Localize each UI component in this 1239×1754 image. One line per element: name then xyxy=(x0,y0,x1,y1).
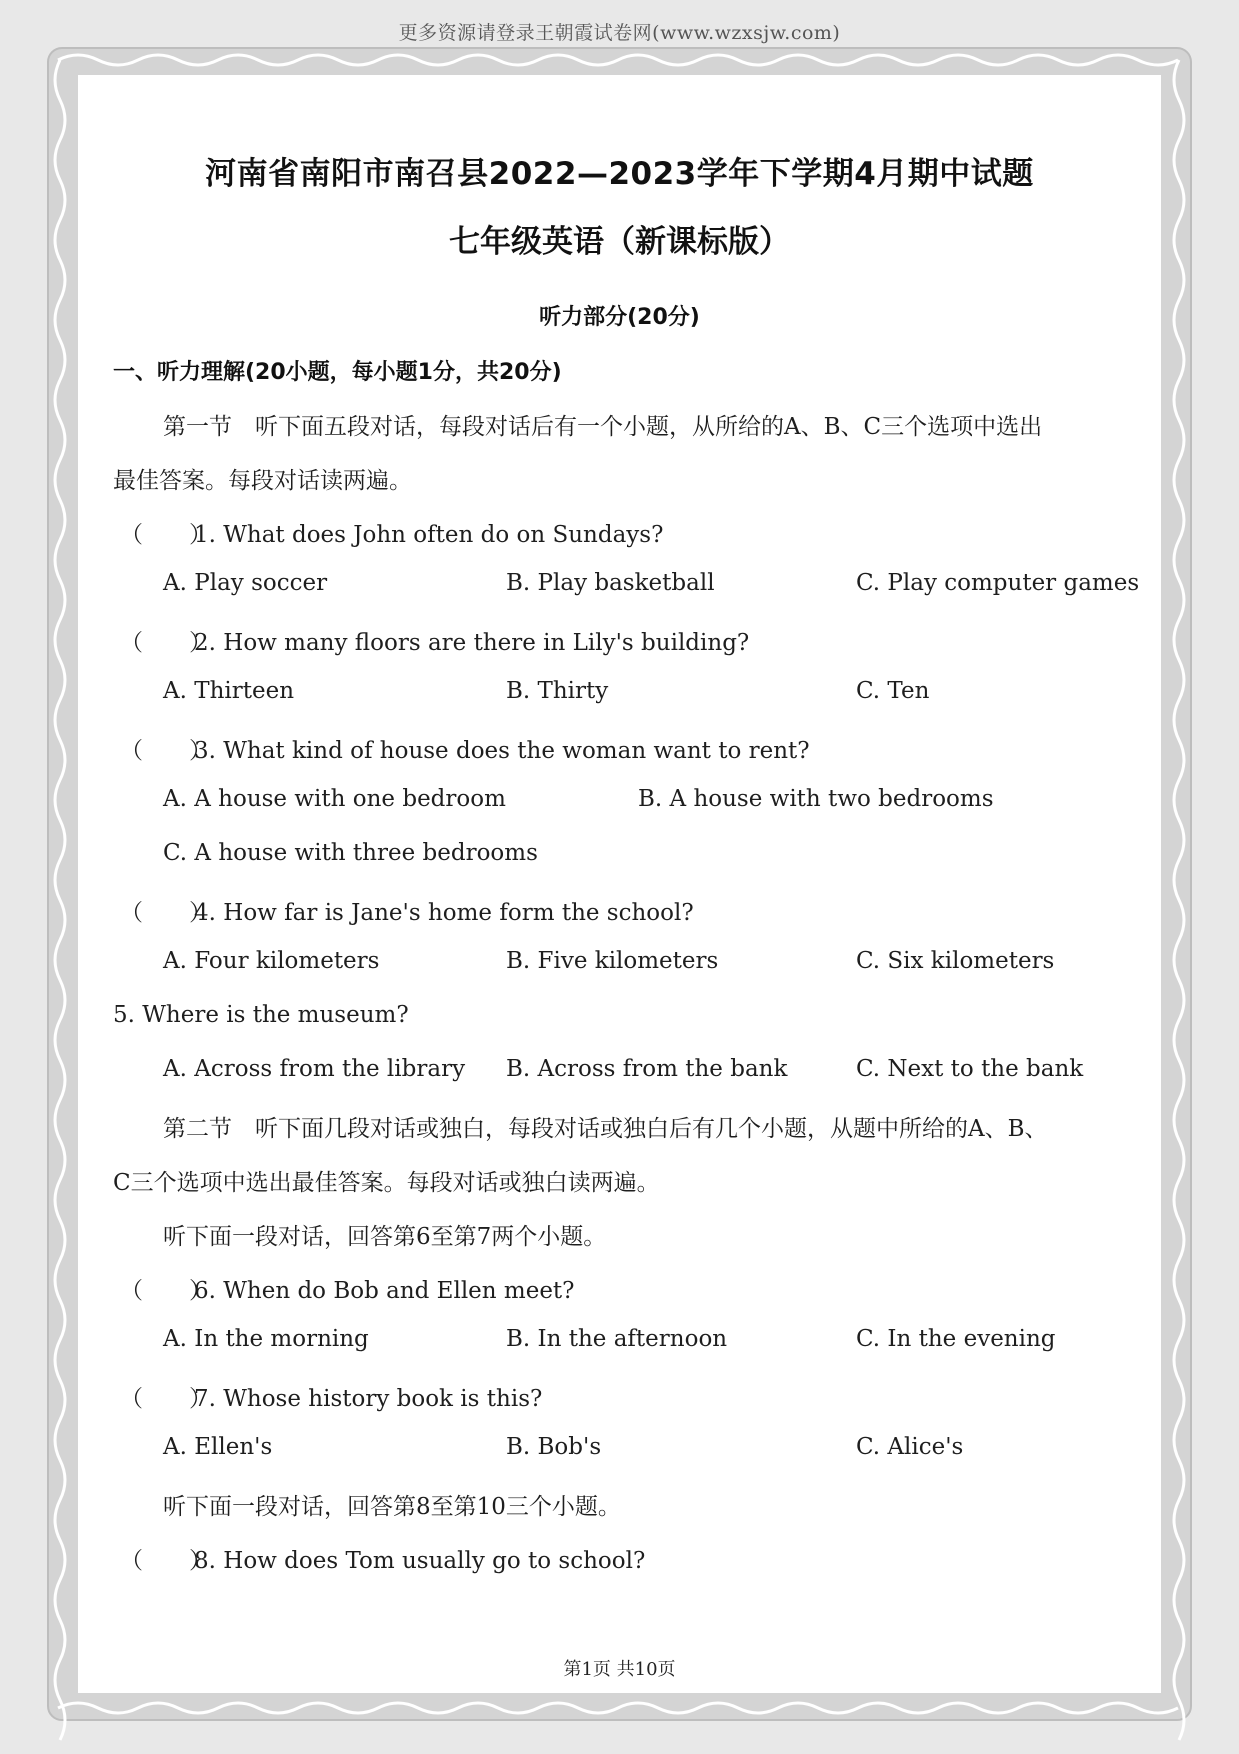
answer-blank[interactable]: （ ） xyxy=(120,1278,212,1304)
question-3: （ ）3. What kind of house does the woman want to rent? xyxy=(120,732,810,765)
option-b: B. Thirty xyxy=(506,678,609,704)
option-a: A. Across from the library xyxy=(163,1056,466,1082)
option-a: A. A house with one bedroom xyxy=(163,786,506,812)
option-b: B. Play basketball xyxy=(506,570,715,596)
listening-instruction: 听下面一段对话，回答第6至第7两个小题。 xyxy=(163,1224,607,1250)
option-c: C. Play computer games xyxy=(856,570,1140,596)
page-footer: 第1页 共10页 xyxy=(563,1659,676,1680)
option-c: C. Alice's xyxy=(856,1434,964,1460)
answer-blank[interactable]: （ ） xyxy=(120,900,212,926)
question-6: （ ）6. When do Bob and Ellen meet? xyxy=(120,1272,575,1305)
exam-subtitle: 七年级英语（新课标版） xyxy=(449,224,790,260)
question-8: （ ）8. How does Tom usually go to school? xyxy=(120,1542,645,1575)
option-c: C. A house with three bedrooms xyxy=(163,840,538,866)
option-c: C. Next to the bank xyxy=(856,1056,1084,1082)
watermark: 更多资源请登录王朝霞试卷网(www.wzxsjw.com) xyxy=(398,22,841,44)
option-a: A. Play soccer xyxy=(163,570,328,596)
question-7: （ ）7. Whose history book is this? xyxy=(120,1380,542,1413)
option-a: A. Ellen's xyxy=(163,1434,273,1460)
option-b: B. Bob's xyxy=(506,1434,602,1460)
section-heading: 一、听力理解(20小题，每小题1分，共20分) xyxy=(113,360,562,385)
exam-title: 河南省南阳市南召县2022—2023学年下学期4月期中试题 xyxy=(205,156,1034,192)
option-c: C. Six kilometers xyxy=(856,948,1055,974)
question-1: （ ）1. What does John often do on Sundays? xyxy=(120,516,663,549)
question-4: （ ）4. How far is Jane's home form the school? xyxy=(120,894,694,927)
option-c: C. Ten xyxy=(856,678,930,704)
answer-blank[interactable]: （ ） xyxy=(120,522,212,548)
section2-intro-cont: C三个选项中选出最佳答案。每段对话或独白读两遍。 xyxy=(113,1170,660,1196)
option-a: A. Thirteen xyxy=(163,678,295,704)
option-a: A. Four kilometers xyxy=(163,948,380,974)
option-b: B. In the afternoon xyxy=(506,1326,728,1352)
section2-intro: 第二节 听下面几段对话或独白，每段对话或独白后有几个小题，从题中所给的A、B、 xyxy=(163,1116,1048,1142)
option-a: A. In the morning xyxy=(163,1326,369,1352)
question-2: （ ）2. How many floors are there in Lily's building? xyxy=(120,624,749,657)
question-5: 5. Where is the museum? xyxy=(113,1002,409,1028)
option-b: B. Across from the bank xyxy=(506,1056,788,1082)
listening-instruction: 听下面一段对话，回答第8至第10三个小题。 xyxy=(163,1494,621,1520)
answer-blank[interactable]: （ ） xyxy=(120,1386,212,1412)
answer-blank[interactable]: （ ） xyxy=(120,630,212,656)
option-b: B. A house with two bedrooms xyxy=(638,786,994,812)
option-b: B. Five kilometers xyxy=(506,948,719,974)
section1-intro: 第一节 听下面五段对话，每段对话后有一个小题，从所给的A、B、C三个选项中选出 xyxy=(163,414,1043,440)
section1-intro-cont: 最佳答案。每段对话读两遍。 xyxy=(113,468,412,494)
answer-blank[interactable]: （ ） xyxy=(120,738,212,764)
answer-blank[interactable]: （ ） xyxy=(120,1548,212,1574)
part-heading: 听力部分(20分) xyxy=(539,305,700,330)
option-c: C. In the evening xyxy=(856,1326,1056,1352)
